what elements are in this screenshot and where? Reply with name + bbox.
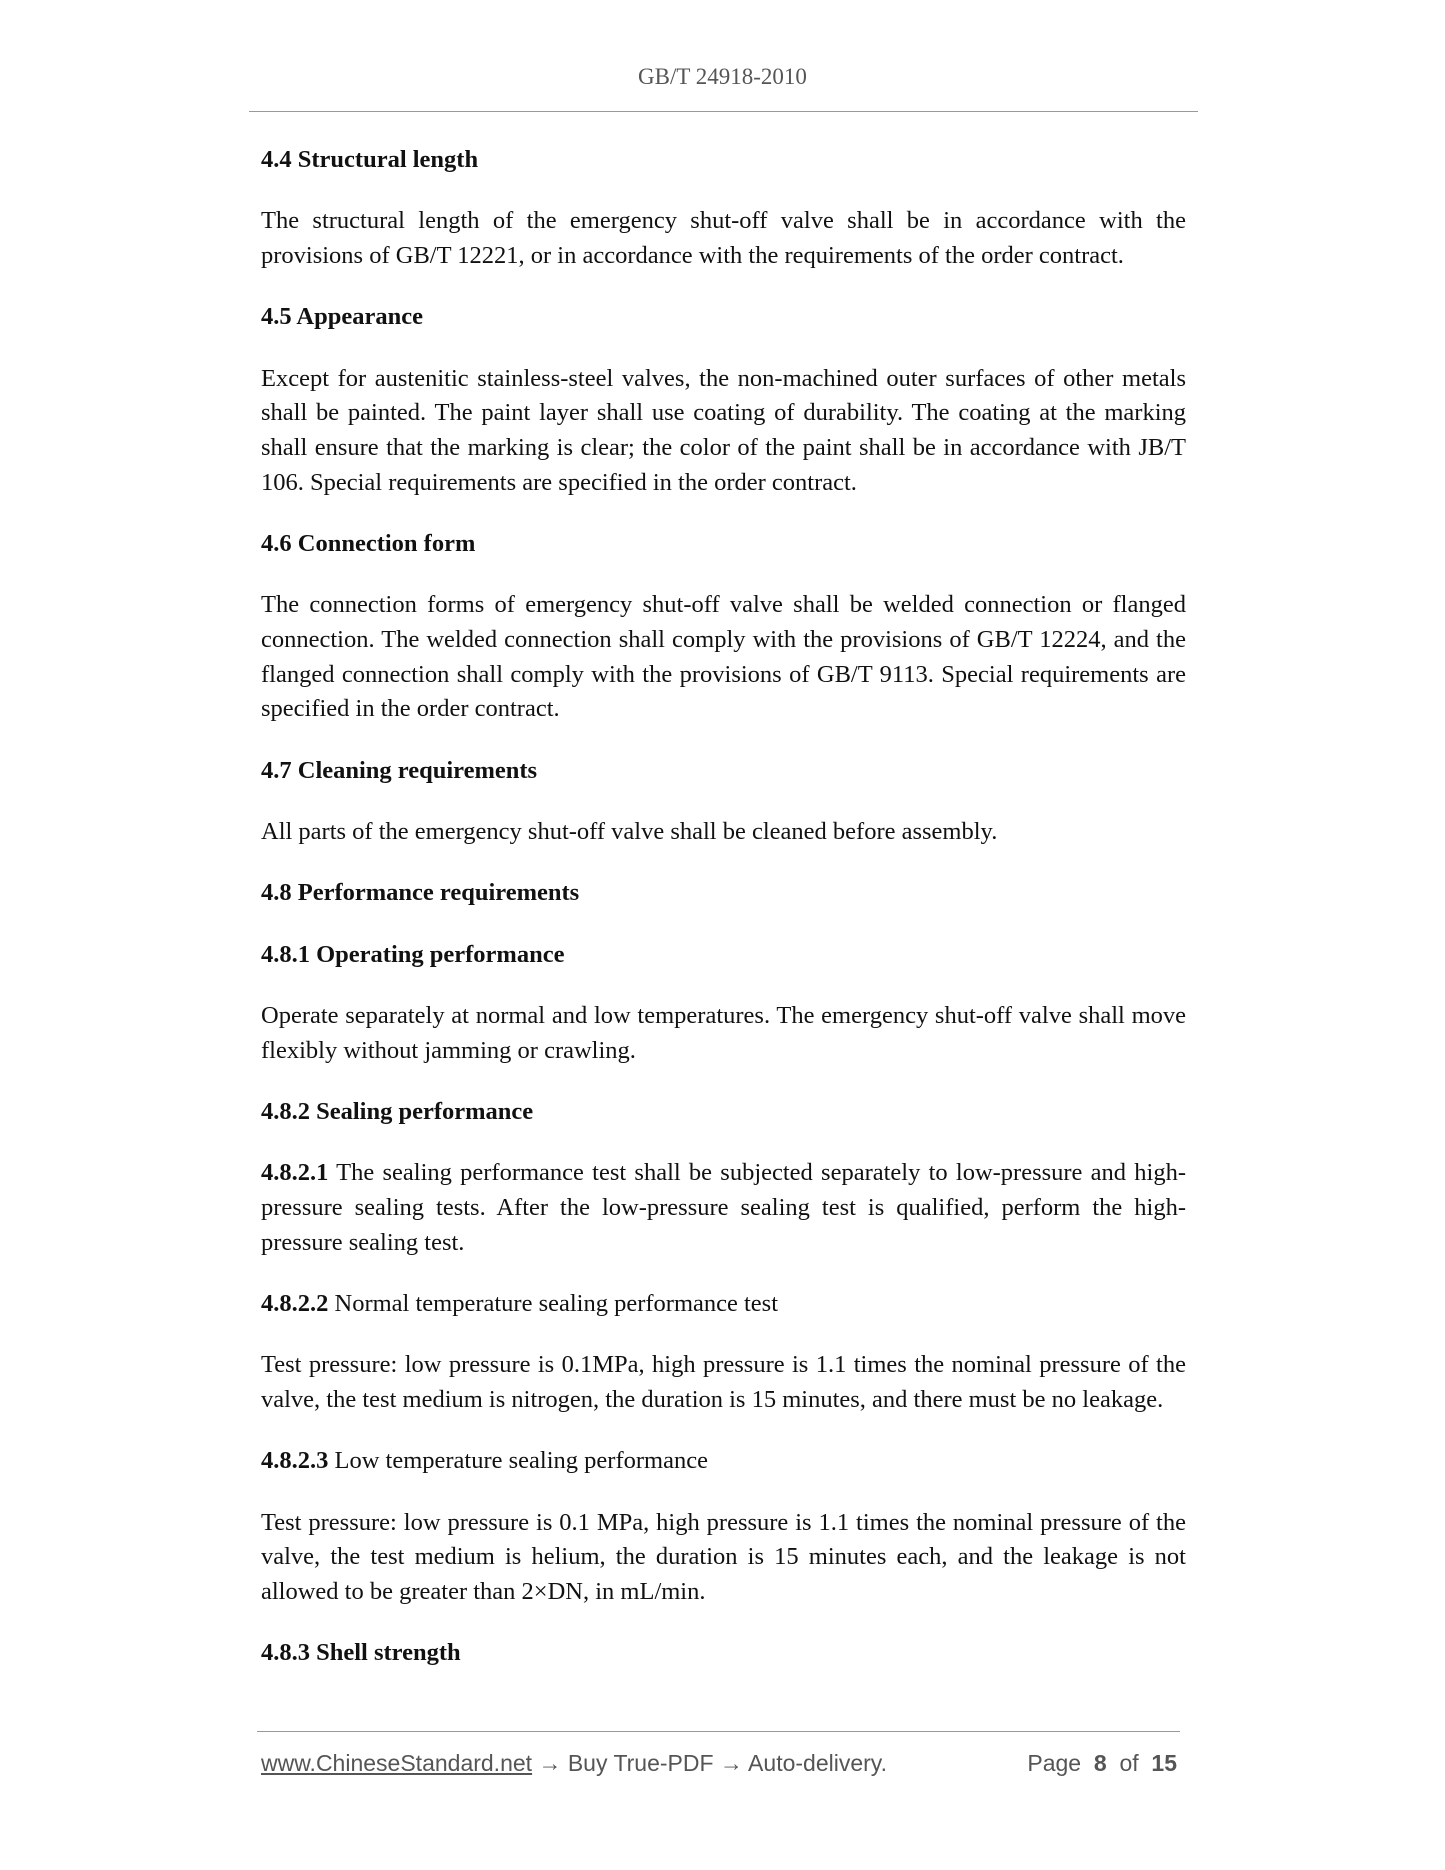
section-heading: 4.8.3 Shell strength — [261, 1639, 461, 1667]
paragraph — [261, 1287, 1186, 1322]
page-number: 8 — [1093, 1750, 1107, 1776]
of-label: of — [1119, 1750, 1139, 1776]
paragraph: All parts of the emergency shut-off valve shall be cleaned before assembly. — [261, 817, 998, 845]
document-body — [261, 143, 1186, 1698]
clause-text: Normal temperature sealing performance test — [328, 1290, 779, 1318]
clause-text: The sealing performance test shall be subjected separately to low-pressure and high-pressure sealing tests. After the low-pressure sealing test is qualified, perform the high-pressure sealing test. — [261, 1159, 1186, 1256]
paragraph — [261, 1156, 1186, 1260]
paragraph: Operate separately at normal and low temperatures. The emergency shut-off valve shall move flexibly without jamming or crawling. — [261, 1002, 1186, 1064]
paragraph: Test pressure: low pressure is 0.1MPa, high pressure is 1.1 times the nominal pressure of the valve, the test medium is nitrogen, the duration is 15 minutes, and there must be no leakage. — [261, 1351, 1186, 1413]
page-label: Page — [1027, 1750, 1082, 1776]
footer-divider — [257, 1731, 1180, 1732]
paragraph: The structural length of the emergency shut-off valve shall be in accordance with the provisions of GB/T 12221, or in accordance with the requirements of the order contract. — [261, 207, 1186, 269]
section-heading: 4.8.2 Sealing performance — [261, 1098, 534, 1126]
page-indicator — [1027, 1750, 1177, 1777]
paragraph — [261, 1444, 1186, 1479]
section-heading: 4.4 Structural length — [261, 146, 479, 173]
document-header: GB/T 24918-2010 — [638, 64, 807, 89]
paragraph: Except for austenitic stainless-steel valves, the non-machined outer surfaces of other metals shall be painted. The paint layer shall use coating of durability. The coating at the marking shall ensure that the marking is clear; the color of the paint shall be in accordance with JB/T 106. Special requirements are specified in the order contract. — [261, 364, 1186, 496]
website-link[interactable]: www.ChineseStandard.net — [261, 1750, 533, 1776]
clause-text: Low temperature sealing performance — [328, 1447, 708, 1475]
section-heading: 4.6 Connection form — [261, 529, 476, 557]
header-divider — [249, 111, 1198, 112]
paragraph: Test pressure: low pressure is 0.1 MPa, high pressure is 1.1 times the nominal pressure of the valve, the test medium is helium, the duration is 15 minutes each, and the leakage is not allowed to be greater than 2×DN, in mL/min. — [261, 1508, 1186, 1605]
paragraph: The connection forms of emergency shut-off valve shall be welded connection or flanged connection. The welded connection shall comply with the provisions of GB/T 12224, and the flanged connection shall comply with the provisions of GB/T 9113. Special requirements are specified in the order contract. — [261, 591, 1186, 723]
page-total: 15 — [1151, 1750, 1177, 1776]
section-heading: 4.8.1 Operating performance — [261, 940, 565, 968]
clause-number: 4.8.2.2 — [261, 1290, 329, 1318]
section-heading: 4.5 Appearance — [261, 303, 423, 331]
clause-number: 4.8.2.1 — [261, 1159, 329, 1187]
page-footer — [261, 1750, 1181, 1777]
footer-tagline: → Buy True-PDF → Auto-delivery. — [532, 1750, 887, 1776]
clause-number: 4.8.2.3 — [261, 1447, 329, 1475]
section-heading: 4.8 Performance requirements — [261, 879, 580, 907]
section-heading: 4.7 Cleaning requirements — [261, 756, 538, 784]
